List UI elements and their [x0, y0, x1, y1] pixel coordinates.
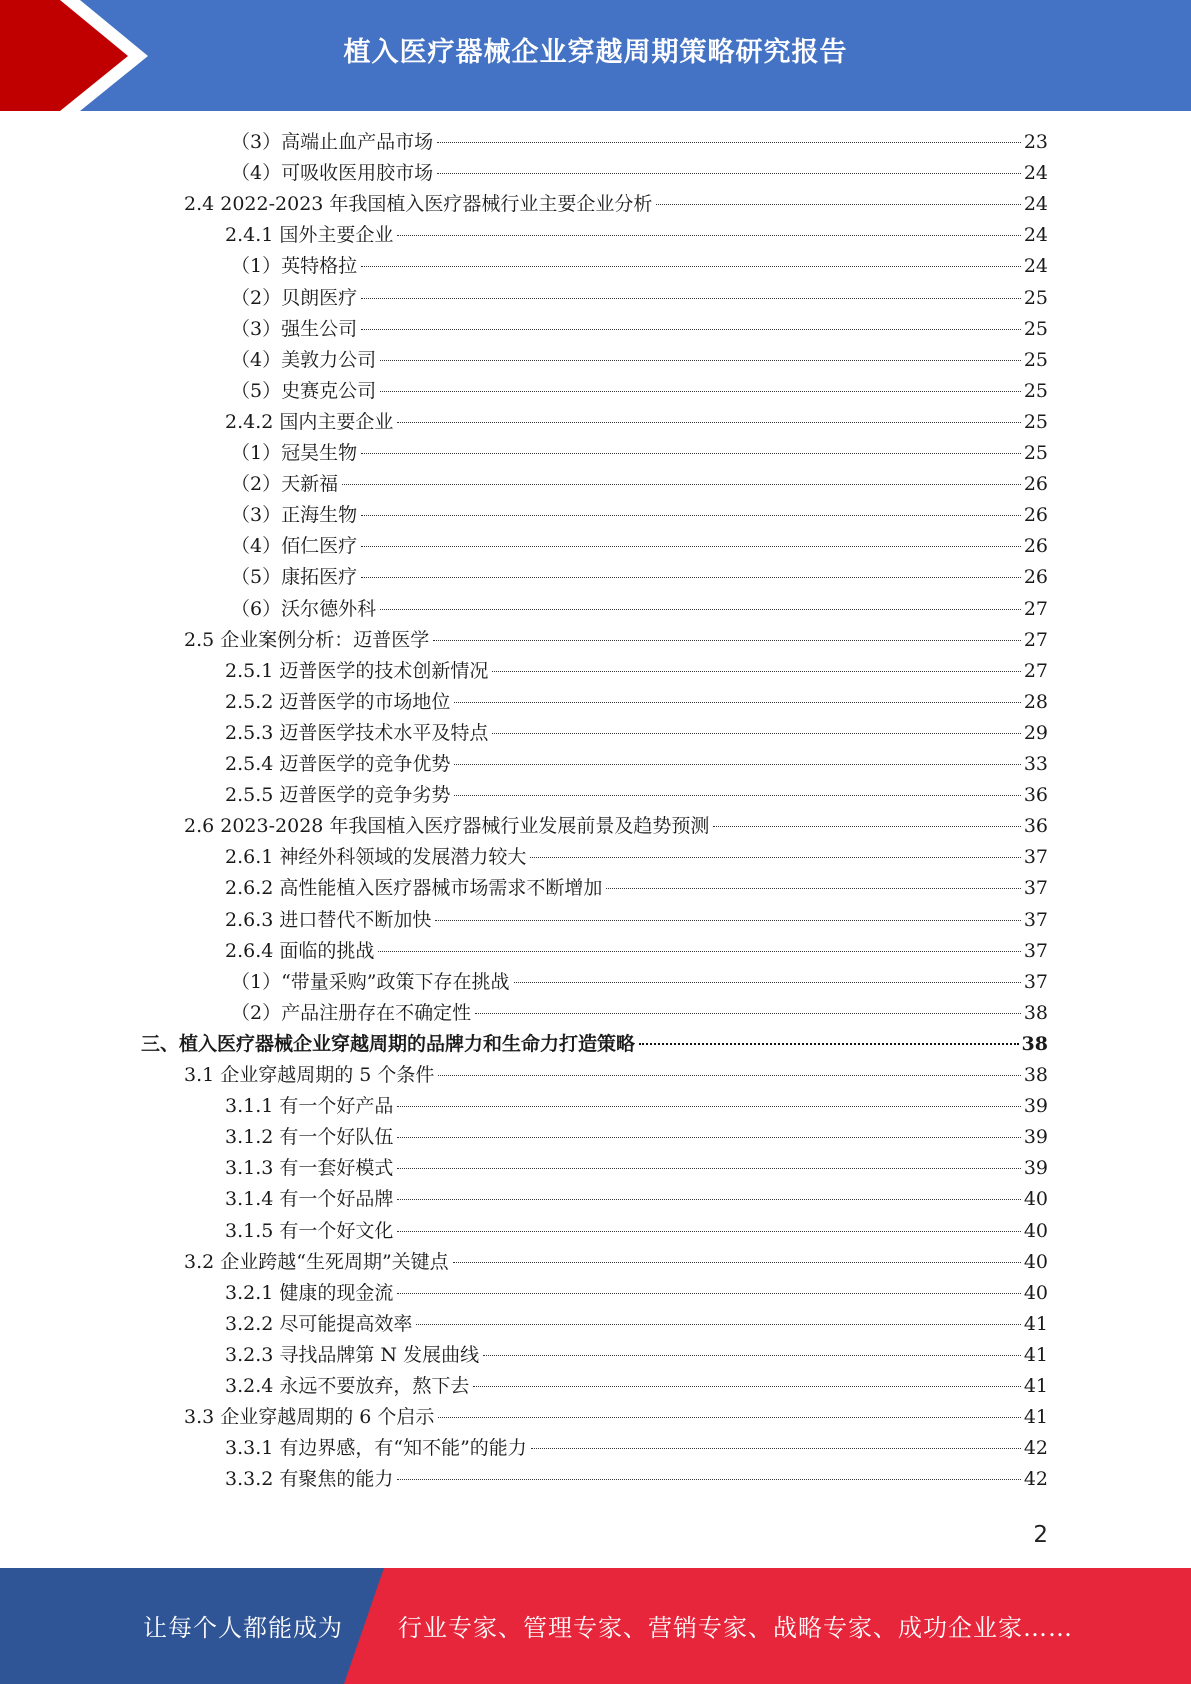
- toc-entry-page: 24: [1023, 255, 1048, 278]
- toc-entry-label: 2.5.4 迈普医学的竞争优势: [225, 753, 451, 775]
- toc-entry-label: （1）英特格拉: [231, 255, 358, 278]
- toc-entry[interactable]: [184, 811, 1048, 842]
- toc-dot-leader: [433, 640, 1021, 641]
- toc-entry[interactable]: [231, 967, 1048, 998]
- toc-entry-label: 2.4.2 国内主要企业: [225, 410, 394, 433]
- toc-entry[interactable]: [225, 220, 1048, 251]
- toc-entry-label: 3.2.2 尽可能提高效率: [225, 1312, 413, 1335]
- footer-slogan-left: 让每个人都能成为: [143, 1614, 343, 1642]
- page-number: 2: [1033, 1522, 1048, 1548]
- toc-entry-label: 3.1 企业穿越周期的 5 个条件: [184, 1064, 435, 1086]
- toc-entry-label: 3.1.3 有一套好模式: [225, 1157, 394, 1180]
- toc-entry-label: 3.3.1 有边界感，有“知不能”的能力: [225, 1437, 527, 1460]
- toc-dot-leader: [361, 453, 1021, 454]
- toc-entry-label: 2.5.1 迈普医学的技术创新情况: [225, 659, 489, 682]
- toc-dot-leader: [492, 671, 1020, 672]
- toc-entry-page: 33: [1023, 753, 1048, 775]
- toc-entry-label: 2.6.1 神经外科领域的发展潜力较大: [225, 846, 527, 869]
- toc-entry-label: 2.6.4 面临的挑战: [225, 939, 375, 962]
- toc-entry-label: 3.1.5 有一个好文化: [225, 1219, 394, 1242]
- toc-dot-leader: [531, 1448, 1021, 1449]
- toc-entry-page: 38: [1023, 1001, 1048, 1024]
- toc-dot-leader: [397, 235, 1020, 236]
- toc-entry-page: 38: [1023, 1064, 1048, 1086]
- toc-dot-leader: [342, 484, 1021, 485]
- toc-entry-label: 3.2.1 健康的现金流: [225, 1281, 394, 1304]
- toc-entry[interactable]: [184, 625, 1048, 656]
- toc-entry-label: 2.5.5 迈普医学的竞争劣势: [225, 784, 451, 807]
- toc-entry-page: 39: [1023, 1126, 1048, 1149]
- toc-entry[interactable]: [225, 1309, 1048, 1340]
- toc-entry[interactable]: [225, 1278, 1048, 1309]
- toc-entry[interactable]: [225, 1340, 1048, 1371]
- toc-entry-page: 26: [1023, 504, 1048, 527]
- toc-dot-leader: [656, 204, 1020, 205]
- toc-entry-page: 38: [1021, 1032, 1048, 1055]
- toc-dot-leader: [475, 1013, 1021, 1014]
- toc-entry[interactable]: [225, 1091, 1048, 1122]
- toc-entry-page: 28: [1023, 690, 1048, 713]
- toc-entry-page: 41: [1023, 1312, 1048, 1335]
- toc-entry-page: 26: [1023, 566, 1048, 589]
- toc-dot-leader: [397, 1106, 1020, 1107]
- toc-dot-leader: [397, 422, 1020, 423]
- toc-entry[interactable]: [231, 594, 1048, 625]
- toc-dot-leader: [514, 982, 1021, 983]
- toc-entry-label: （6）沃尔德外科: [231, 597, 377, 620]
- toc-entry-page: 26: [1023, 473, 1048, 496]
- toc-entry-label: 3.2 企业跨越“生死周期”关键点: [184, 1250, 449, 1273]
- toc-dot-leader: [453, 1262, 1021, 1263]
- toc-entry-label: 3.1.2 有一个好队伍: [225, 1126, 394, 1149]
- toc-entry[interactable]: [225, 1122, 1048, 1153]
- toc-entry[interactable]: [231, 345, 1048, 376]
- toc-dot-leader: [378, 951, 1020, 952]
- toc-dot-leader: [416, 1324, 1020, 1325]
- toc-entry-label: （3）强生公司: [231, 317, 358, 340]
- toc-entry-page: 27: [1023, 597, 1048, 620]
- toc-entry-label: （1）冠昊生物: [231, 442, 358, 464]
- toc-dot-leader: [397, 1137, 1020, 1138]
- toc-dot-leader: [397, 1231, 1020, 1232]
- toc-dot-leader: [437, 173, 1021, 174]
- toc-entry-page: 24: [1023, 224, 1048, 247]
- toc-entry[interactable]: [231, 562, 1048, 593]
- toc-entry-page: 37: [1023, 939, 1048, 962]
- toc-entry-page: 37: [1023, 908, 1048, 931]
- toc-entry-page: 37: [1023, 970, 1048, 993]
- toc-dot-leader: [438, 1075, 1020, 1076]
- toc-dot-leader: [361, 329, 1021, 330]
- toc-dot-leader: [435, 920, 1020, 921]
- toc-entry-page: 27: [1023, 628, 1048, 651]
- toc-entry-label: 3.2.4 永远不要放弃，熬下去: [225, 1375, 470, 1397]
- toc-entry[interactable]: [231, 283, 1048, 314]
- toc-entry[interactable]: [184, 1247, 1048, 1278]
- toc-entry-label: 2.6.3 进口替代不断加快: [225, 908, 432, 931]
- toc-entry-page: 39: [1023, 1157, 1048, 1180]
- report-title: 植入医疗器械企业穿越周期策略研究报告: [343, 37, 848, 68]
- toc-entry-label: （4）美敦力公司: [231, 348, 377, 371]
- toc-entry[interactable]: [225, 873, 1048, 904]
- toc-entry[interactable]: [225, 718, 1048, 749]
- toc-entry-page: 40: [1023, 1281, 1048, 1304]
- toc-entry-page: 25: [1023, 317, 1048, 340]
- toc-entry-label: （5）史赛克公司: [231, 379, 377, 402]
- toc-entry-label: （3）高端止血产品市场: [231, 131, 434, 153]
- toc-dot-leader: [483, 1355, 1021, 1356]
- toc-dot-leader: [454, 764, 1020, 765]
- toc-dot-leader: [397, 1479, 1020, 1480]
- toc-entry[interactable]: [184, 189, 1048, 220]
- toc-entry-label: 2.4.1 国外主要企业: [225, 224, 394, 247]
- toc-entry[interactable]: [231, 314, 1048, 345]
- toc-entry-label: （4）可吸收医用胶市场: [231, 162, 434, 185]
- toc-entry[interactable]: [225, 936, 1048, 967]
- toc-entry-label: 2.6.2 高性能植入医疗器械市场需求不断增加: [225, 877, 603, 900]
- toc-dot-leader: [380, 391, 1021, 392]
- toc-entry[interactable]: [141, 1029, 1048, 1060]
- toc-entry[interactable]: [225, 1216, 1048, 1247]
- toc-entry-label: 3.3.2 有聚焦的能力: [225, 1468, 394, 1491]
- toc-entry[interactable]: [184, 1060, 1048, 1091]
- toc-entry-label: 三、植入医疗器械企业穿越周期的品牌力和生命力打造策略: [141, 1032, 636, 1055]
- toc-dot-leader: [639, 1043, 1019, 1045]
- toc-entry[interactable]: [225, 780, 1048, 811]
- toc-dot-leader: [397, 1293, 1020, 1294]
- toc-entry-label: 2.5.3 迈普医学技术水平及特点: [225, 721, 489, 744]
- toc-entry-page: 26: [1023, 535, 1048, 558]
- toc-entry-label: 3.2.3 寻找品牌第 N 发展曲线: [225, 1343, 480, 1366]
- toc-entry-label: （1）“带量采购”政策下存在挑战: [231, 970, 510, 993]
- toc-entry[interactable]: [231, 438, 1048, 469]
- toc-dot-leader: [397, 1199, 1020, 1200]
- toc-entry-label: （2）天新福: [231, 473, 339, 496]
- toc-entry[interactable]: [225, 407, 1048, 438]
- toc-dot-leader: [454, 795, 1020, 796]
- toc-dot-leader: [492, 733, 1020, 734]
- toc-entry-page: 25: [1023, 442, 1048, 464]
- toc-entry-page: 39: [1023, 1095, 1048, 1118]
- toc-entry-label: 2.4 2022-2023 年我国植入医疗器械行业主要企业分析: [184, 193, 653, 216]
- toc-entry-page: 36: [1023, 784, 1048, 807]
- toc-entry-page: 41: [1023, 1375, 1048, 1397]
- toc-entry[interactable]: [225, 842, 1048, 873]
- toc-dot-leader: [361, 515, 1021, 516]
- toc-entry-page: 37: [1023, 846, 1048, 869]
- toc-dot-leader: [361, 577, 1021, 578]
- toc-entry[interactable]: [231, 469, 1048, 500]
- toc-entry-page: 42: [1023, 1437, 1048, 1460]
- toc-entry-page: 25: [1023, 348, 1048, 371]
- toc-entry-page: 42: [1023, 1468, 1048, 1491]
- toc-entry[interactable]: [225, 1184, 1048, 1215]
- toc-dot-leader: [713, 826, 1020, 827]
- footer-slogan-right: 行业专家、管理专家、营销专家、战略专家、成功企业家……: [398, 1614, 1073, 1642]
- toc-entry-page: 40: [1023, 1219, 1048, 1242]
- toc-dot-leader: [361, 266, 1021, 267]
- toc-entry[interactable]: [225, 1153, 1048, 1184]
- toc-entry[interactable]: [225, 687, 1048, 718]
- toc-entry-label: 2.5.2 迈普医学的市场地位: [225, 690, 451, 713]
- toc-dot-leader: [606, 888, 1020, 889]
- toc-entry-label: 3.1.4 有一个好品牌: [225, 1188, 394, 1211]
- toc-entry-page: 29: [1023, 721, 1048, 744]
- toc-dot-leader: [380, 360, 1021, 361]
- toc-entry[interactable]: [231, 531, 1048, 562]
- toc-entry-page: 25: [1023, 410, 1048, 433]
- toc-dot-leader: [437, 142, 1021, 143]
- toc-entry-page: 23: [1023, 131, 1048, 153]
- toc-entry-label: 3.1.1 有一个好产品: [225, 1095, 394, 1118]
- toc-entry-label: （2）贝朗医疗: [231, 286, 358, 309]
- toc-entry-label: 2.5 企业案例分析：迈普医学: [184, 628, 430, 651]
- page-footer: [0, 1568, 1191, 1684]
- page-header: [0, 0, 1191, 111]
- toc-entry[interactable]: [231, 998, 1048, 1029]
- toc-entry[interactable]: [231, 251, 1048, 282]
- toc-entry-page: 37: [1023, 877, 1048, 900]
- toc-entry[interactable]: [231, 127, 1048, 158]
- toc-entry-page: 36: [1023, 815, 1048, 838]
- toc-entry-page: 25: [1023, 286, 1048, 309]
- toc-entry-page: 41: [1023, 1406, 1048, 1429]
- toc-dot-leader: [397, 1168, 1020, 1169]
- toc-dot-leader: [473, 1386, 1020, 1387]
- toc-entry-page: 40: [1023, 1250, 1048, 1273]
- toc-entry[interactable]: [225, 1433, 1048, 1464]
- toc-dot-leader: [380, 609, 1021, 610]
- toc-entry-label: 2.6 2023-2028 年我国植入医疗器械行业发展前景及趋势预测: [184, 815, 710, 838]
- toc-entry[interactable]: [225, 656, 1048, 687]
- toc-entry-page: 24: [1023, 162, 1048, 185]
- toc-dot-leader: [530, 857, 1020, 858]
- toc-entry-page: 25: [1023, 379, 1048, 402]
- toc-entry[interactable]: [231, 500, 1048, 531]
- toc-entry[interactable]: [231, 158, 1048, 189]
- toc-entry-label: （3）正海生物: [231, 504, 358, 527]
- toc-dot-leader: [361, 546, 1021, 547]
- toc-entry-page: 41: [1023, 1343, 1048, 1366]
- toc-entry[interactable]: [184, 1402, 1048, 1433]
- toc-entry[interactable]: [225, 1464, 1048, 1495]
- toc-entry-label: （4）佰仁医疗: [231, 535, 358, 558]
- toc-dot-leader: [361, 298, 1021, 299]
- toc-entry-label: （5）康拓医疗: [231, 566, 358, 589]
- toc-entry-page: 24: [1023, 193, 1048, 216]
- toc-entry[interactable]: [225, 749, 1048, 780]
- toc-entry-label: 3.3 企业穿越周期的 6 个启示: [184, 1406, 435, 1429]
- toc-dot-leader: [454, 702, 1020, 703]
- toc-entry-page: 27: [1023, 659, 1048, 682]
- toc-entry[interactable]: [225, 1371, 1048, 1402]
- toc-entry[interactable]: [231, 376, 1048, 407]
- toc-entry[interactable]: [225, 905, 1048, 936]
- toc-entry-page: 40: [1023, 1188, 1048, 1211]
- toc-dot-leader: [438, 1417, 1020, 1418]
- toc-entry-label: （2）产品注册存在不确定性: [231, 1001, 472, 1024]
